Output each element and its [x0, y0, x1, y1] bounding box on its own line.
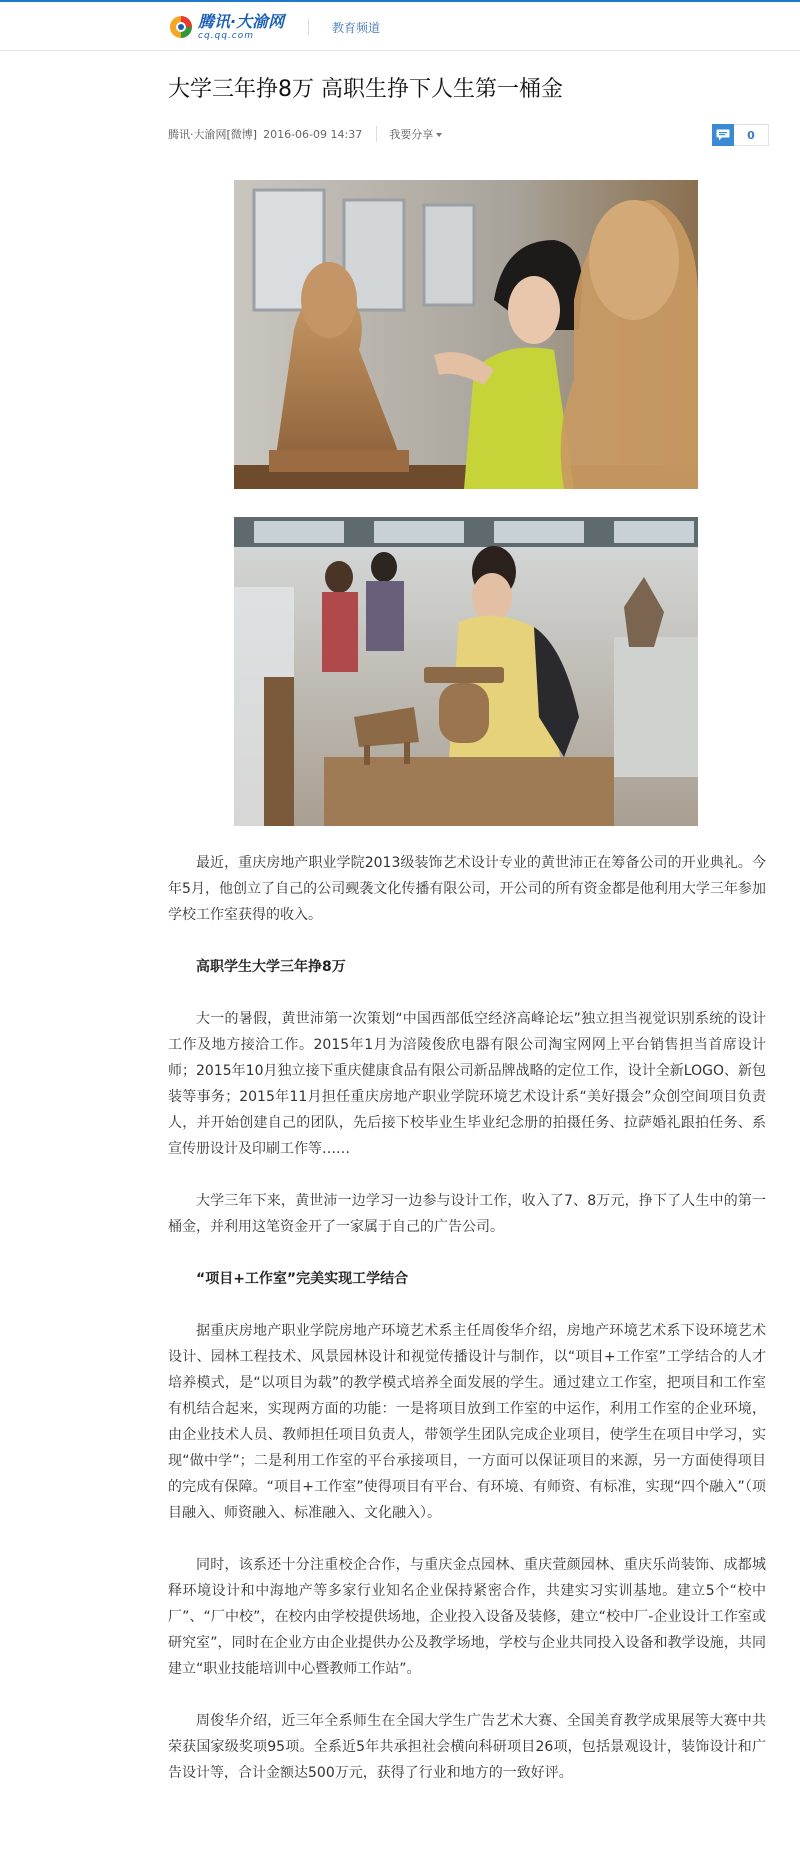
section-heading: 高职学生大学三年挣8万 [196, 959, 346, 975]
article-photo-clay-workshop [234, 517, 698, 826]
header-divider [308, 19, 309, 35]
chevron-down-icon [436, 133, 442, 137]
site-header [0, 2, 800, 51]
article-paragraph: 周俊华介绍，近三年全系师生在全国大学生广告艺术大赛、全国美育教学成果展等大赛中共荣获国家级奖项95项。全系近5年共承担社会横向科研项目26项，包括景观设计，装饰设计和广告设计等，合计金额达500万元，获得了行业和地方的一致好评。 [168, 1713, 766, 1781]
logo-main-text: 腾讯·大渝网 [198, 11, 285, 31]
article-paragraph: 同时，该系还十分注重校企合作，与重庆金点园林、重庆萱颜园林、重庆乐尚装饰、成都城释环境设计和中海地产等多家行业知名企业保持紧密合作，共建实习实训基地。建立5个“校中厂”、“厂中校”，在校内由学校提供场地，企业投入设备及装修，建立“校中厂-企业设计工作室或研究室”，同时在企业方由企业提供办公及教学场地，学校与企业共同投入设备和教学设施，共同建立“职业技能培训中心暨教师工作站”。 [168, 1557, 766, 1677]
article-meta [168, 126, 442, 142]
article-title: 大学三年挣8万 高职生挣下人生第一桶金 [168, 77, 563, 102]
article-body [168, 850, 766, 1812]
publish-time: 2016-06-09 14:37 [263, 127, 363, 141]
weibo-link[interactable]: [微博] [226, 128, 258, 141]
article-paragraph: 据重庆房地产职业学院房地产环境艺术系主任周俊华介绍，房地产环境艺术系下设环境艺术设计、园林工程技术、风景园林设计和视觉传播设计与制作，以“项目+工作室”工学结合的人才培养模式，是“以项目为载”的教学模式培养全面发展的学生。通过建立工作室，把项目和工作室有机结合起来，实现两方面的功能：一是将项目放到工作室的中运作，利用工作室的企业环境，由企业技术人员、教师担任项目负责人，带领学生团队完成企业项目，使学生在项目中学习，实现“做中学”；二是利用工作室的平台承接项目，一方面可以保证项目的来源，另一方面使得项目的完成有保障。“项目+工作室”使得项目有平台、有环境、有师资、有标准，实现“四个融入”（项目融入、师资融入、标准融入、文化融入）。 [168, 1323, 766, 1521]
site-logo[interactable] [168, 12, 284, 42]
channel-link[interactable]: 教育频道 [332, 21, 381, 35]
share-label: 我要分享 [389, 128, 434, 141]
article-paragraph: 最近，重庆房地产职业学院2013级装饰艺术设计专业的黄世沛正在筹备公司的开业典礼。今年5月，他创立了自己的公司觋袭文化传播有限公司，开公司的所有资金都是他利用大学三年参加学校工作室获得的收入。 [168, 855, 766, 923]
section-heading: “项目+工作室”完美实现工学结合 [196, 1271, 409, 1287]
comment-icon [712, 124, 734, 146]
article-paragraph: 大学三年下来，黄世沛一边学习一边参与设计工作，收入了7、8万元，挣下了人生中的第一桶金，并利用这笔资金开了一家属于自己的广告公司。 [168, 1193, 766, 1235]
comment-button[interactable] [712, 124, 769, 146]
article-paragraph: 大一的暑假，黄世沛第一次策划“中国西部低空经济高峰论坛”独立担当视觉识别系统的设计工作及地方接洽工作。2015年1月为涪陵俊欣电器有限公司淘宝网网上平台销售担当首席设计师；2015年10月独立接下重庆健康食品有限公司新品牌战略的定位工作，设计全新LOGO、新包装等事务；2015年11月担任重庆房地产职业学院环境艺术设计系“美好摄会”众创空间项目负责人，并开始创建自己的团队，先后接下校毕业生毕业纪念册的拍摄任务、拉萨婚礼跟拍任务、系宣传册设计及印刷工作等…… [168, 1011, 766, 1157]
comment-count: 0 [734, 124, 769, 146]
tencent-logo-icon [168, 14, 194, 40]
share-button[interactable] [376, 126, 442, 142]
source-link[interactable]: 腾讯·大渝网 [168, 128, 227, 141]
article-photo-sculpting-student [234, 180, 698, 489]
logo-sub-text: cq.qq.com [198, 30, 255, 41]
